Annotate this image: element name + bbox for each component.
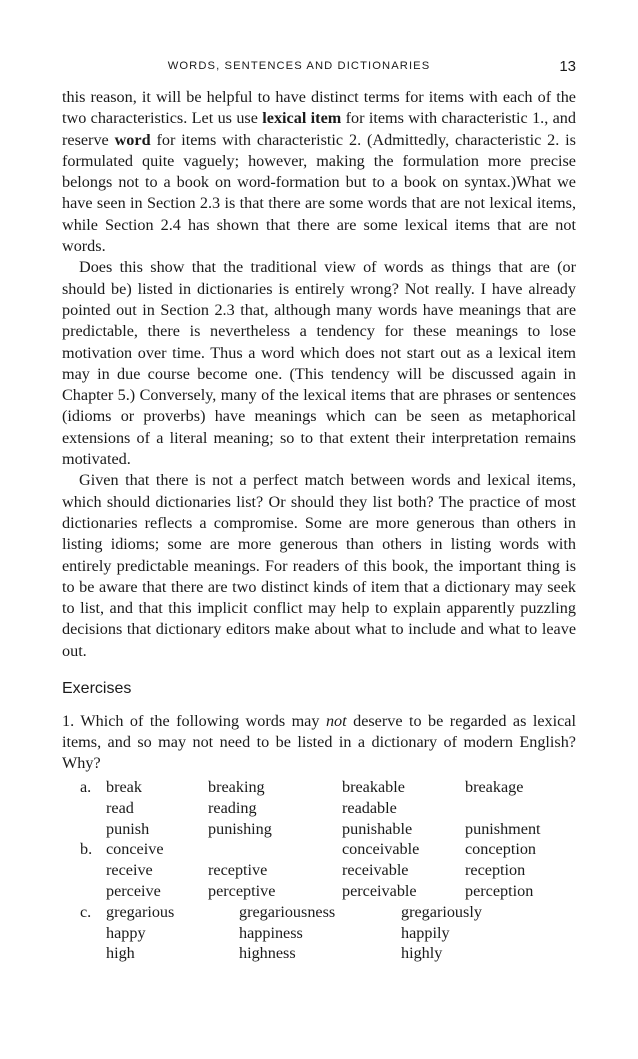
word-cell: high xyxy=(106,944,135,963)
table-row xyxy=(62,778,576,799)
word-cell: perceptive xyxy=(208,881,276,900)
table-row xyxy=(62,903,576,924)
word-cell: breakable xyxy=(342,778,405,796)
word-cell: perception xyxy=(465,881,534,900)
paragraph-1-text-c: for items with characteristic 2. (Admittedly, characteristic 2. is formulated quite vaguely; however, making the formulation more precise belongs not to a book on word-formation but to a book on syntax.)What we have seen in Section 2.3 is that there are some words that are not lexical items, while Section 2.4 has shown that there are some lexical items that are not words. xyxy=(62,130,576,256)
word-list-table xyxy=(62,778,576,965)
paragraph-1 xyxy=(62,87,576,257)
table-row xyxy=(62,861,576,882)
word-cell: reading xyxy=(208,798,257,817)
exercise-question-text-b: deserve to be regarded as lexical items, and so may not need to be listed in a dictionary of modern English? Why? xyxy=(62,712,576,772)
table-row xyxy=(62,944,576,965)
word-cell: reception xyxy=(465,861,526,880)
group-label: b. xyxy=(80,840,93,859)
exercise-question-text-a: 1. Which of the following words may xyxy=(62,712,326,730)
word-cell: breaking xyxy=(208,778,265,796)
word-cell: happy xyxy=(106,923,146,942)
word-cell: punish xyxy=(106,819,150,838)
word-cell: readable xyxy=(342,798,397,817)
word-cell: punishment xyxy=(465,819,541,838)
word-cell: gregarious xyxy=(106,902,175,921)
word-cell: highness xyxy=(239,944,296,963)
word-cell: conceive xyxy=(106,840,164,859)
page-number: 13 xyxy=(559,58,576,75)
running-head xyxy=(62,58,576,78)
word-cell: read xyxy=(106,798,134,817)
word-cell: breakage xyxy=(465,778,524,796)
running-title: WORDS, SENTENCES AND DICTIONARIES xyxy=(167,60,431,72)
term-word: word xyxy=(114,130,151,149)
paragraph-2: Does this show that the traditional view of words as things that are (or should be) listed in dictionaries is entirely wrong? Not really. I have already pointed out in Section 2.3 that, although many words have meanings that are predictable, there is nevertheless a tendency for these meanings to lose motivation over time. Thus a word which does not start out as a lexical item may in due course become one. (This tendency will be discussed again in Chapter 5.) Conversely, many of the lexical items that are phrases or sentences (idioms or proverbs) have meanings which can be seen as metaphorical extensions of a literal meaning; so to that extent their interpretation remains motivated. xyxy=(62,258,576,469)
table-row xyxy=(62,820,576,841)
exercise-question-emphasis: not xyxy=(325,712,347,730)
paragraph-1-text-a: this reason, it will be helpful to have distinct terms for items with each of the two characteristics. Let us use xyxy=(62,88,576,128)
word-cell: receive xyxy=(106,861,153,880)
word-cell: perceivable xyxy=(342,881,417,900)
word-cell: happily xyxy=(401,923,450,942)
word-cell: receptive xyxy=(208,861,268,880)
word-cell: conceivable xyxy=(342,840,420,859)
table-row xyxy=(62,924,576,945)
word-cell: perceive xyxy=(106,881,161,900)
table-row xyxy=(62,799,576,820)
word-cell: highly xyxy=(401,944,443,963)
paragraph-3: Given that there is not a perfect match between words and lexical items, which should dictionaries list? Or should they list both? The practice of most dictionaries reflects a compromise. Some are more generous than others in listing idioms; some are more generous than others in listing words with entirely predictable meanings. For readers of this book, the important thing is to be aware that there are two distinct kinds of item that a dictionary may seek to list, and that this implicit conflict may help to explain apparently puzzling decisions that dictionary editors make about what to include and what to leave out. xyxy=(62,471,576,660)
word-cell: punishing xyxy=(208,819,272,838)
body-text xyxy=(62,87,576,662)
group-label: c. xyxy=(80,902,92,921)
word-cell: gregariously xyxy=(401,902,482,921)
word-cell: receivable xyxy=(342,861,409,880)
exercises-heading: Exercises xyxy=(62,680,132,697)
paragraph-1-text-b: for items with characteristic 1., and reserve xyxy=(62,109,576,149)
table-row xyxy=(62,840,576,861)
table-row xyxy=(62,882,576,903)
word-cell: conception xyxy=(465,840,537,859)
word-cell: happiness xyxy=(239,923,303,942)
exercise-question xyxy=(62,711,576,774)
word-cell: gregariousness xyxy=(239,902,336,921)
term-lexical-item: lexical item xyxy=(262,109,342,128)
group-label: a. xyxy=(80,778,92,796)
word-cell: break xyxy=(106,778,142,796)
word-cell: punishable xyxy=(342,819,413,838)
